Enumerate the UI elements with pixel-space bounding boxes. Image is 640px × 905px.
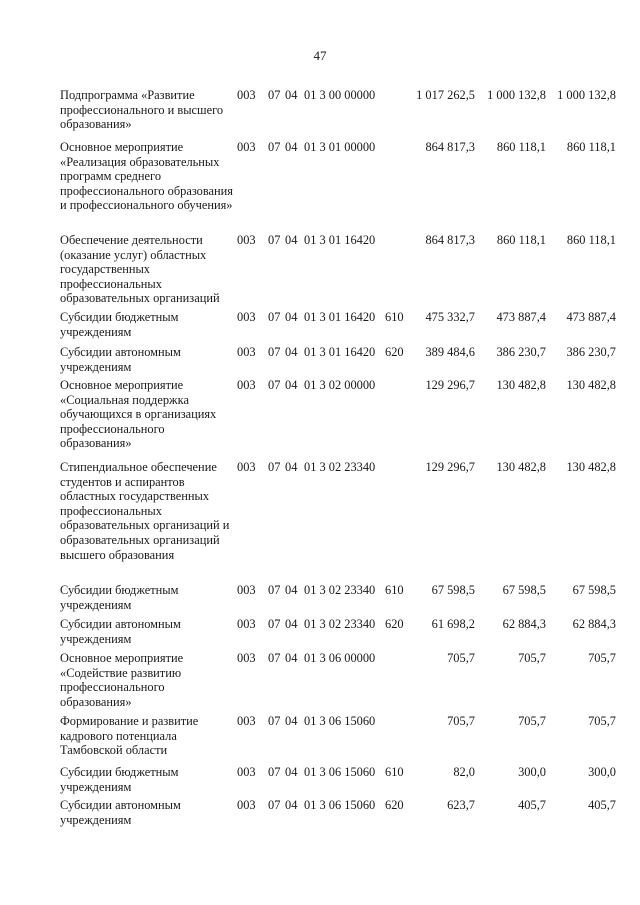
amount-year-1: 129 296,7 [425, 378, 475, 392]
admin-code: 003 [237, 88, 256, 102]
amount-year-3: 1 000 132,8 [557, 88, 616, 102]
target-code: 01 3 02 00000 [304, 378, 376, 392]
subsection-code: 04 [285, 140, 298, 154]
amount-year-3: 300,0 [588, 765, 616, 779]
target-code: 01 3 06 00000 [304, 651, 376, 665]
amount-year-1: 864 817,3 [425, 140, 475, 154]
admin-code: 003 [237, 310, 256, 324]
expense-kind-code: 620 [385, 617, 404, 631]
amount-year-2: 300,0 [518, 765, 546, 779]
admin-code: 003 [237, 583, 256, 597]
subsection-code: 04 [285, 651, 298, 665]
subsection-code: 04 [285, 460, 298, 474]
amount-year-3: 860 118,1 [566, 233, 616, 247]
amount-year-3: 405,7 [588, 798, 616, 812]
section-code: 07 [268, 798, 281, 812]
amount-year-3: 705,7 [588, 714, 616, 728]
section-code: 07 [268, 378, 281, 392]
amount-year-3: 386 230,7 [566, 345, 616, 359]
subsection-code: 04 [285, 310, 298, 324]
amount-year-1: 67 598,5 [431, 583, 475, 597]
admin-code: 003 [237, 617, 256, 631]
section-code: 07 [268, 460, 281, 474]
target-code: 01 3 01 00000 [304, 140, 376, 154]
section-code: 07 [268, 714, 281, 728]
subsection-code: 04 [285, 233, 298, 247]
target-code: 01 3 06 15060 [304, 714, 376, 728]
amount-year-3: 705,7 [588, 651, 616, 665]
admin-code: 003 [237, 651, 256, 665]
amount-year-2: 62 884,3 [502, 617, 546, 631]
amount-year-1: 705,7 [447, 714, 475, 728]
admin-code: 003 [237, 460, 256, 474]
row-name: Подпрограмма «Развитие профессионального и высшего образования» [60, 88, 224, 132]
amount-year-2: 405,7 [518, 798, 546, 812]
row-name: Субсидии автономным учреждениям [60, 345, 181, 374]
expense-kind-code: 620 [385, 345, 404, 359]
amount-year-3: 130 482,8 [566, 378, 616, 392]
subsection-code: 04 [285, 345, 298, 359]
page-number: 47 [313, 48, 327, 63]
amount-year-3: 473 887,4 [566, 310, 616, 324]
subsection-code: 04 [285, 617, 298, 631]
admin-code: 003 [237, 140, 256, 154]
admin-code: 003 [237, 798, 256, 812]
row-name: Формирование и развитие кадрового потенциала Тамбовской области [60, 714, 199, 758]
amount-year-3: 130 482,8 [566, 460, 616, 474]
amount-year-3: 860 118,1 [566, 140, 616, 154]
expense-kind-code: 610 [385, 765, 404, 779]
target-code: 01 3 00 00000 [304, 88, 376, 102]
section-code: 07 [268, 345, 281, 359]
admin-code: 003 [237, 378, 256, 392]
target-code: 01 3 01 16420 [304, 233, 376, 247]
section-code: 07 [268, 583, 281, 597]
section-code: 07 [268, 140, 281, 154]
admin-code: 003 [237, 714, 256, 728]
subsection-code: 04 [285, 583, 298, 597]
section-code: 07 [268, 617, 281, 631]
amount-year-2: 705,7 [518, 714, 546, 728]
target-code: 01 3 01 16420 [304, 345, 376, 359]
target-code: 01 3 06 15060 [304, 765, 376, 779]
amount-year-2: 860 118,1 [496, 140, 546, 154]
row-name: Основное мероприятие «Социальная поддержка обучающихся в организациях профессионального образования» [60, 378, 217, 451]
section-code: 07 [268, 88, 281, 102]
section-code: 07 [268, 310, 281, 324]
amount-year-2: 130 482,8 [496, 460, 546, 474]
amount-year-2: 860 118,1 [496, 233, 546, 247]
section-code: 07 [268, 765, 281, 779]
expense-kind-code: 620 [385, 798, 404, 812]
subsection-code: 04 [285, 378, 298, 392]
amount-year-3: 62 884,3 [572, 617, 616, 631]
admin-code: 003 [237, 233, 256, 247]
amount-year-1: 623,7 [447, 798, 475, 812]
expense-kind-code: 610 [385, 583, 404, 597]
target-code: 01 3 02 23340 [304, 617, 376, 631]
amount-year-2: 705,7 [518, 651, 546, 665]
row-name: Субсидии бюджетным учреждениям [60, 583, 179, 612]
amount-year-1: 475 332,7 [425, 310, 475, 324]
row-name: Субсидии бюджетным учреждениям [60, 310, 179, 339]
admin-code: 003 [237, 345, 256, 359]
amount-year-1: 61 698,2 [431, 617, 475, 631]
amount-year-2: 473 887,4 [496, 310, 546, 324]
row-name: Основное мероприятие «Содействие развитию профессионального образования» [60, 651, 184, 709]
amount-year-2: 386 230,7 [496, 345, 546, 359]
subsection-code: 04 [285, 88, 298, 102]
row-name: Субсидии автономным учреждениям [60, 617, 181, 646]
target-code: 01 3 06 15060 [304, 798, 376, 812]
subsection-code: 04 [285, 798, 298, 812]
amount-year-1: 1 017 262,5 [416, 88, 475, 102]
subsection-code: 04 [285, 765, 298, 779]
amount-year-1: 129 296,7 [425, 460, 475, 474]
row-name: Стипендиальное обеспечение студентов и аспирантов областных государственных профессиональных образовательных организаций и образовательных организаций высшего образования [60, 460, 230, 562]
admin-code: 003 [237, 765, 256, 779]
target-code: 01 3 02 23340 [304, 460, 376, 474]
section-code: 07 [268, 233, 281, 247]
row-name: Обеспечение деятельности (оказание услуг) областных государственных профессиональных образовательных организаций [60, 233, 220, 306]
section-code: 07 [268, 651, 281, 665]
amount-year-2: 67 598,5 [502, 583, 546, 597]
target-code: 01 3 01 16420 [304, 310, 376, 324]
amount-year-3: 67 598,5 [572, 583, 616, 597]
amount-year-1: 82,0 [453, 765, 475, 779]
amount-year-2: 130 482,8 [496, 378, 546, 392]
amount-year-1: 389 484,6 [425, 345, 475, 359]
amount-year-1: 705,7 [447, 651, 475, 665]
target-code: 01 3 02 23340 [304, 583, 376, 597]
row-name: Субсидии автономным учреждениям [60, 798, 181, 827]
row-name: Субсидии бюджетным учреждениям [60, 765, 179, 794]
row-name: Основное мероприятие «Реализация образовательных программ среднего профессионального образования и профессионального обучения» [60, 140, 234, 213]
subsection-code: 04 [285, 714, 298, 728]
amount-year-1: 864 817,3 [425, 233, 475, 247]
expense-kind-code: 610 [385, 310, 404, 324]
amount-year-2: 1 000 132,8 [487, 88, 546, 102]
